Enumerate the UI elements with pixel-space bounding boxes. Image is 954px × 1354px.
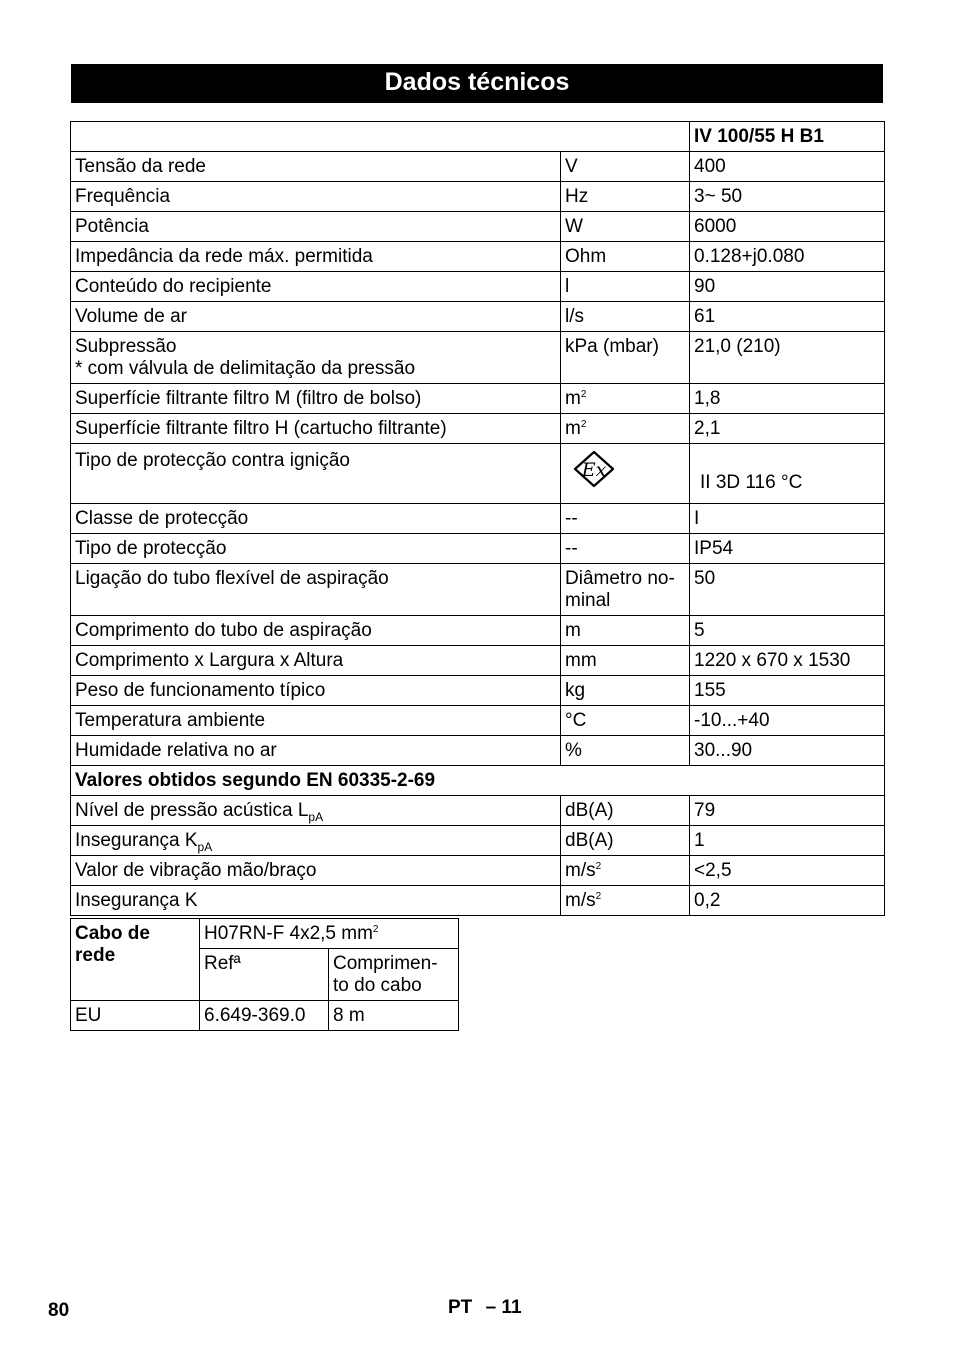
spec-label: Subpressão * com válvula de delimitação da pressão	[71, 332, 561, 384]
spec-label: Conteúdo do recipiente	[71, 272, 561, 302]
spec-unit: Diâmetro no- minal	[561, 564, 690, 616]
spec-unit: m	[561, 616, 690, 646]
spec-label: Tipo de protecção contra ignição	[71, 444, 561, 504]
spec-label: Potência	[71, 212, 561, 242]
table-row	[71, 332, 885, 384]
page-title: Dados técnicos	[71, 64, 883, 103]
unit-text: m/s	[565, 860, 596, 881]
spec-unit: %	[561, 736, 690, 766]
spec-value: 400	[690, 152, 885, 182]
table-row	[71, 212, 885, 242]
spec-value	[690, 444, 885, 504]
unit-superscript: 2	[580, 389, 587, 400]
spec-unit: l	[561, 272, 690, 302]
footer-section-label	[448, 1297, 522, 1319]
table-row	[71, 736, 885, 766]
spec-label: Tipo de protecção	[71, 534, 561, 564]
spec-label: Superfície filtrante filtro M (filtro de bolso)	[71, 384, 561, 414]
spec-unit	[561, 886, 690, 916]
spec-unit: mm	[561, 646, 690, 676]
cable-type-text: H07RN-F 4x2,5 mm	[204, 923, 373, 944]
spec-value: IP54	[690, 534, 885, 564]
spec-value: 61	[690, 302, 885, 332]
spec-value: 1,8	[690, 384, 885, 414]
unit-superscript: 2	[580, 419, 587, 430]
spec-unit: kPa (mbar)	[561, 332, 690, 384]
table-row	[71, 152, 885, 182]
table-row	[71, 414, 885, 444]
spec-label: Classe de protecção	[71, 504, 561, 534]
table-row	[71, 272, 885, 302]
spec-value: 90	[690, 272, 885, 302]
ignition-protection-value: II 3D 116 °C	[700, 472, 803, 493]
spec-value: -10...+40	[690, 706, 885, 736]
spec-unit	[561, 856, 690, 886]
spec-label: Humidade relativa no ar	[71, 736, 561, 766]
spec-unit	[561, 444, 690, 504]
spec-unit	[561, 384, 690, 414]
cable-type	[200, 919, 459, 949]
unit-text: m	[565, 418, 581, 439]
spec-label: Comprimento x Largura x Altura	[71, 646, 561, 676]
spec-unit: --	[561, 504, 690, 534]
spec-value: 6000	[690, 212, 885, 242]
spec-value: I	[690, 504, 885, 534]
table-row	[71, 384, 885, 414]
spec-unit: V	[561, 152, 690, 182]
table-row	[71, 242, 885, 272]
svg-text:Ex: Ex	[581, 459, 607, 481]
spec-label: Comprimento do tubo de aspiração	[71, 616, 561, 646]
cable-ref-header: Refª	[200, 949, 329, 1001]
table-row	[71, 826, 885, 856]
spec-label: Impedância da rede máx. permitida	[71, 242, 561, 272]
spec-label: Superfície filtrante filtro H (cartucho filtrante)	[71, 414, 561, 444]
cable-region: EU	[71, 1001, 200, 1031]
label-text: Insegurança K	[75, 830, 198, 851]
spec-value: <2,5	[690, 856, 885, 886]
spec-label: Temperatura ambiente	[71, 706, 561, 736]
section-heading-row	[71, 766, 885, 796]
cable-heading: Cabo de rede	[71, 919, 200, 1001]
footer-dash: –	[485, 1297, 497, 1318]
table-row	[71, 504, 885, 534]
unit-superscript: 2	[595, 861, 602, 872]
table-row	[71, 182, 885, 212]
section-heading: Valores obtidos segundo EN 60335-2-69	[71, 766, 885, 796]
spec-value: 1	[690, 826, 885, 856]
table-row	[71, 706, 885, 736]
table-row	[71, 856, 885, 886]
cable-header-row	[71, 919, 459, 949]
cable-ref: 6.649-369.0	[200, 1001, 329, 1031]
page-number: 80	[48, 1300, 70, 1321]
spec-value: 50	[690, 564, 885, 616]
spec-unit: W	[561, 212, 690, 242]
footer-language: PT	[448, 1297, 473, 1318]
spec-value: 0.128+j0.080	[690, 242, 885, 272]
unit-text: m/s	[565, 890, 596, 911]
spec-unit: dB(A)	[561, 796, 690, 826]
model-header: IV 100/55 H B1	[690, 122, 885, 152]
spec-label	[71, 796, 561, 826]
spec-unit: Hz	[561, 182, 690, 212]
spec-unit: °C	[561, 706, 690, 736]
cable-length-header: Comprimen- to do cabo	[329, 949, 459, 1001]
cable-row	[71, 1001, 459, 1031]
spec-value: 30...90	[690, 736, 885, 766]
spec-value: 2,1	[690, 414, 885, 444]
spec-value: 0,2	[690, 886, 885, 916]
table-row	[71, 886, 885, 916]
spec-unit: --	[561, 534, 690, 564]
spec-value: 21,0 (210)	[690, 332, 885, 384]
spec-value: 79	[690, 796, 885, 826]
table-row	[71, 796, 885, 826]
spec-value: 1220 x 670 x 1530	[690, 646, 885, 676]
spec-value: 5	[690, 616, 885, 646]
spec-label: Frequência	[71, 182, 561, 212]
unit-superscript: 2	[595, 891, 602, 902]
spec-label: Peso de funcionamento típico	[71, 676, 561, 706]
label-subscript: pA	[197, 840, 213, 854]
spec-label	[71, 826, 561, 856]
table-row	[71, 616, 885, 646]
label-text: Nível de pressão acústica L	[75, 800, 309, 821]
table-header-row	[71, 122, 885, 152]
spec-label: Volume de ar	[71, 302, 561, 332]
table-row	[71, 646, 885, 676]
empty-header-cell	[71, 122, 690, 152]
spec-value: 3~ 50	[690, 182, 885, 212]
spec-label: Insegurança K	[71, 886, 561, 916]
cable-length: 8 m	[329, 1001, 459, 1031]
spec-label: Ligação do tubo flexível de aspiração	[71, 564, 561, 616]
table-row	[71, 302, 885, 332]
spec-label: Valor de vibração mão/braço	[71, 856, 561, 886]
power-cable-table	[70, 918, 459, 1031]
technical-data-table	[70, 121, 885, 916]
cable-type-superscript: 2	[372, 924, 379, 935]
footer-section-page: 11	[501, 1297, 522, 1318]
spec-unit: l/s	[561, 302, 690, 332]
unit-text: m	[565, 388, 581, 409]
spec-unit: Ohm	[561, 242, 690, 272]
table-row	[71, 534, 885, 564]
spec-unit	[561, 414, 690, 444]
spec-unit: dB(A)	[561, 826, 690, 856]
table-row	[71, 564, 885, 616]
table-row	[71, 676, 885, 706]
table-row	[71, 444, 885, 504]
spec-unit: kg	[561, 676, 690, 706]
ex-explosion-protection-icon	[573, 450, 615, 494]
spec-value: 155	[690, 676, 885, 706]
label-subscript: pA	[308, 810, 324, 824]
spec-label: Tensão da rede	[71, 152, 561, 182]
